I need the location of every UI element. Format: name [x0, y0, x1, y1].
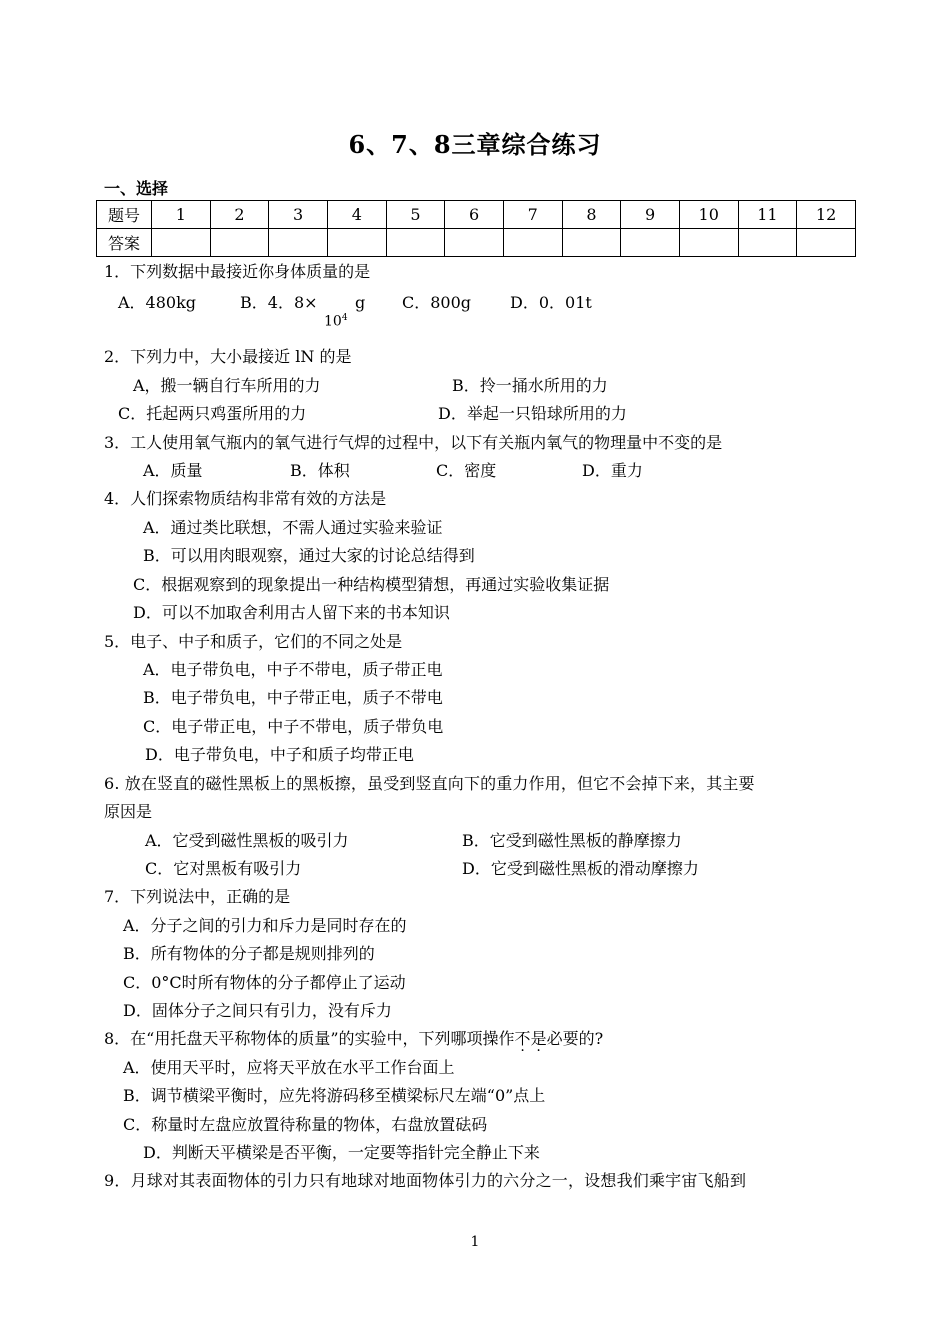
table-row-numbers	[97, 201, 856, 229]
table-cell-number: 2	[210, 201, 269, 229]
table-cell-number: 5	[386, 201, 445, 229]
q8-option-d: D．判断天平横梁是否平衡，一定要等指针完全静止下来	[143, 1143, 540, 1162]
table-cell-number: 6	[445, 201, 504, 229]
answer-cell[interactable]	[562, 229, 621, 257]
q3-option-b: B．体积	[290, 461, 350, 480]
q1-stem: 1．下列数据中最接近你身体质量的是	[104, 262, 371, 281]
q2-option-d: D．举起一只铅球所用的力	[438, 404, 627, 423]
q6-option-b: B．它受到磁性黑板的静摩擦力	[462, 831, 682, 850]
q7-option-b: B．所有物体的分子都是规则排列的	[123, 944, 375, 963]
q2-option-a: A，搬一辆自行车所用的力	[133, 376, 321, 395]
section-heading: 一、选择	[104, 179, 169, 198]
table-cell-number: 3	[269, 201, 328, 229]
q6-stem-line1: 6. 放在竖直的磁性黑板上的黑板擦，虽受到竖直向下的重力作用，但它不会掉下来，其主要	[104, 774, 755, 793]
q7-option-c: C．0°C时所有物体的分子都停止了运动	[123, 973, 406, 992]
table-cell-number: 8	[562, 201, 621, 229]
q7-option-a: A．分子之间的引力和斥力是同时存在的	[123, 916, 407, 935]
table-cell-number: 11	[738, 201, 797, 229]
q5-option-a: A．电子带负电，中子不带电，质子带正电	[143, 660, 443, 679]
q2-option-c: C．托起两只鸡蛋所用的力	[118, 404, 307, 423]
q4-stem: 4．人们探索物质结构非常有效的方法是	[104, 489, 387, 508]
answer-cell[interactable]	[386, 229, 445, 257]
q1-option-a: A．480kg	[118, 293, 197, 312]
answer-cell[interactable]	[679, 229, 738, 257]
q1-power: $10^4$	[324, 313, 348, 330]
table-header-label: 题号	[97, 201, 152, 229]
q4-option-d: D．可以不加取舍利用古人留下来的书本知识	[133, 603, 450, 622]
answer-cell[interactable]	[327, 229, 386, 257]
answer-cell[interactable]	[445, 229, 504, 257]
answer-cell[interactable]	[503, 229, 562, 257]
q9-stem: 9．月球对其表面物体的引力只有地球对地面物体引力的六分之一，设想我们乘宇宙飞船到	[104, 1171, 747, 1190]
q5-option-c: C．电子带正电，中子不带电，质子带负电	[143, 717, 444, 736]
q8-option-b: B．调节横梁平衡时，应先将游码移至横梁标尺左端“0”点上	[123, 1086, 546, 1105]
q1-option-b-unit: g	[355, 293, 366, 312]
table-cell-number: 7	[503, 201, 562, 229]
q4-option-a: A．通过类比联想，不需人通过实验来验证	[143, 518, 443, 537]
q1-option-c: C．800g	[402, 293, 472, 312]
answer-cell[interactable]	[152, 229, 211, 257]
q3-option-d: D．重力	[582, 461, 643, 480]
q8-emphasis-is: 是	[530, 1029, 547, 1048]
table-cell-number: 12	[797, 201, 856, 229]
q6-option-d: D．它受到磁性黑板的滑动摩擦力	[462, 859, 699, 878]
q5-stem: 5．电子、中子和质子，它们的不同之处是	[104, 632, 403, 651]
answer-cell[interactable]	[621, 229, 680, 257]
table-row-answers	[97, 229, 856, 257]
q3-stem: 3．工人使用氧气瓶内的氧气进行气焊的过程中，以下有关瓶内氧气的物理量中不变的是	[104, 433, 723, 452]
q2-stem: 2．下列力中，大小最接近 lN 的是	[104, 347, 352, 366]
q8-emphasis-not: 不	[514, 1029, 531, 1048]
q4-option-c: C．根据观察到的现象提出一种结构模型猜想，再通过实验收集证据	[133, 575, 610, 594]
table-answer-label: 答案	[97, 229, 152, 257]
answer-table	[96, 200, 856, 257]
q5-option-d: D．电子带负电，中子和质子均带正电	[145, 745, 414, 764]
q8-option-a: A．使用天平时，应将天平放在水平工作台面上	[123, 1058, 455, 1077]
q4-option-b: B．可以用肉眼观察，通过大家的讨论总结得到	[143, 546, 475, 565]
page-title: 6、7、8三章综合练习	[348, 130, 602, 159]
q3-option-a: A．质量	[143, 461, 203, 480]
answer-cell[interactable]	[738, 229, 797, 257]
table-cell-number: 1	[152, 201, 211, 229]
table-cell-number: 4	[327, 201, 386, 229]
q5-option-b: B．电子带负电，中子带正电，质子不带电	[143, 688, 443, 707]
q3-option-c: C．密度	[436, 461, 497, 480]
table-cell-number: 10	[679, 201, 738, 229]
q6-stem-line2: 原因是	[104, 802, 153, 821]
q8-option-c: C．称量时左盘应放置待称量的物体，右盘放置砝码	[123, 1115, 488, 1134]
q1-option-d: D．0．01t	[510, 293, 592, 312]
answer-cell[interactable]	[269, 229, 328, 257]
answer-cell[interactable]	[797, 229, 856, 257]
q7-stem: 7．下列说法中，正确的是	[104, 887, 291, 906]
q6-option-c: C．它对黑板有吸引力	[145, 859, 302, 878]
page-number: 1	[470, 1234, 480, 1250]
q7-option-d: D．固体分子之间只有引力，没有斥力	[123, 1001, 392, 1020]
answer-cell[interactable]	[210, 229, 269, 257]
table-cell-number: 9	[621, 201, 680, 229]
q2-option-b: B．拎一捅水所用的力	[452, 376, 608, 395]
q1-option-b: B．4．8×	[240, 293, 318, 312]
q8-stem: 8．在“用托盘天平称物体的质量”的实验中，下列哪项操作不是必要的?	[104, 1029, 604, 1048]
q6-option-a: A．它受到磁性黑板的吸引力	[145, 831, 349, 850]
